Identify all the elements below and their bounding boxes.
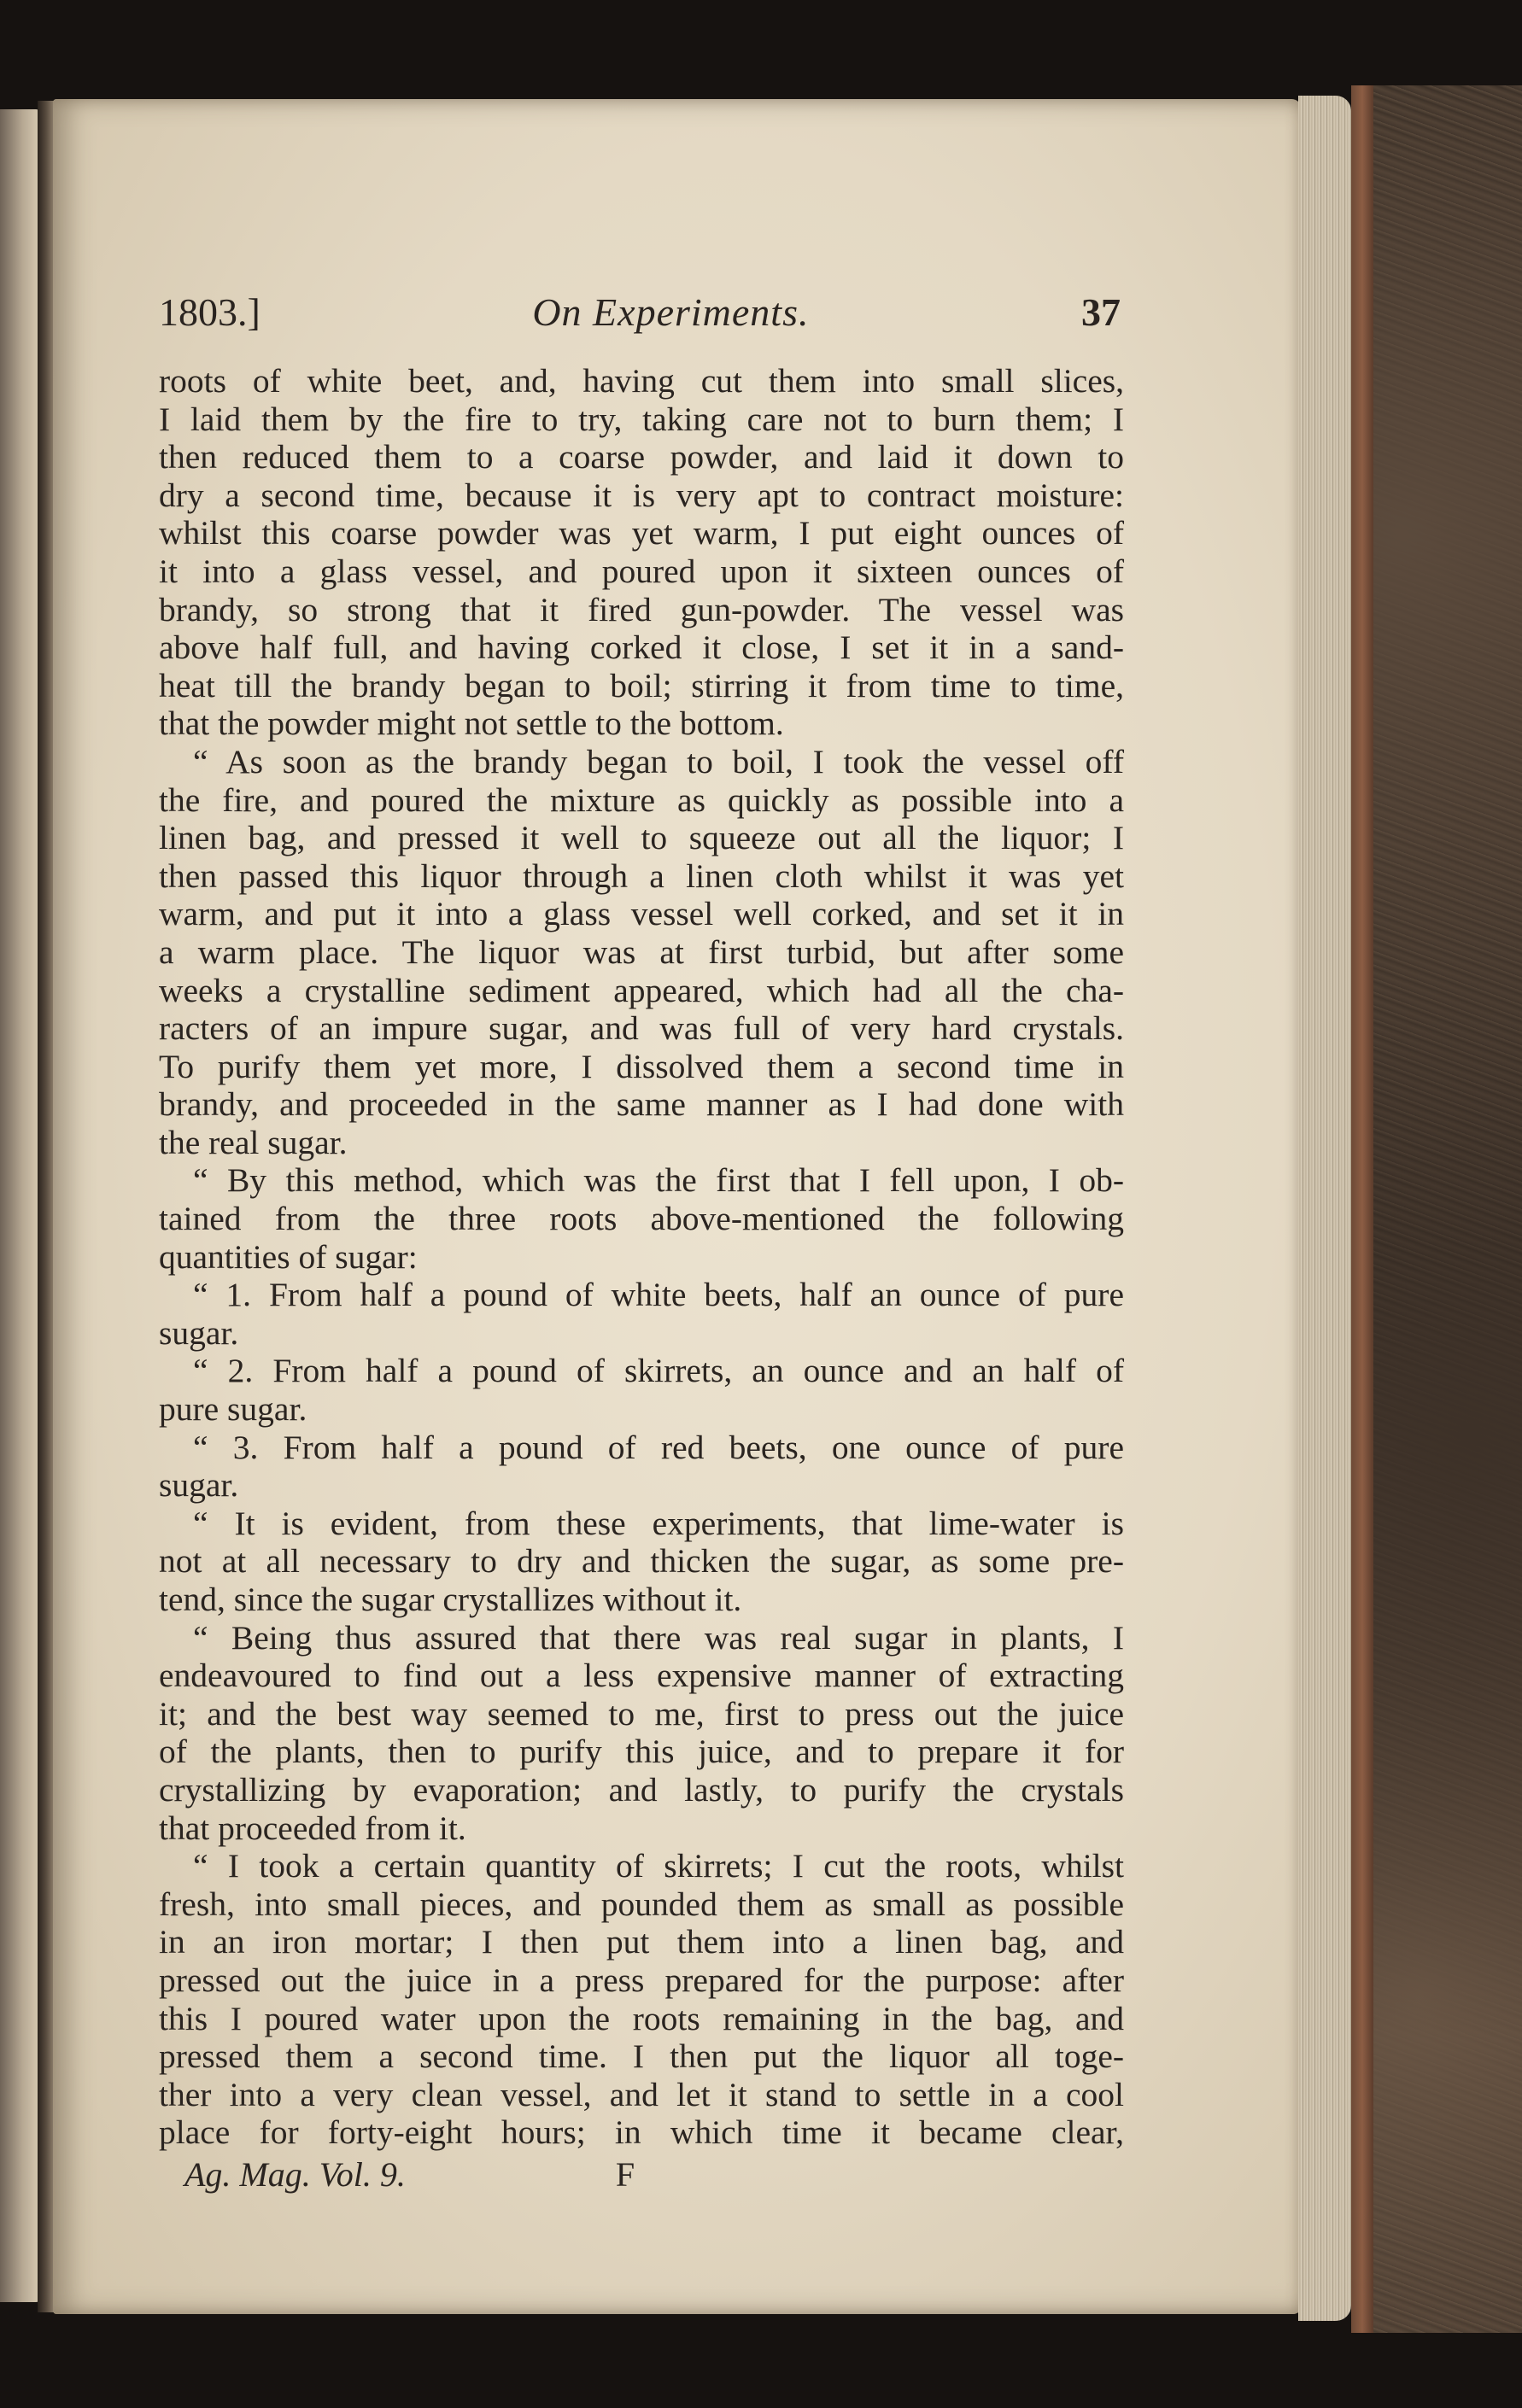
text-line: ther into a very clean vessel, and let it stand to settle in a cool (159, 2075, 1124, 2113)
text-line: the fire, and poured the mixture as quickly as possible into a (159, 780, 1124, 819)
signature-line: Ag. Mag. Vol. 9. (184, 2154, 406, 2194)
text-line: endeavoured to find out a less expensive manner of extracting (159, 1657, 1124, 1695)
text-line: the real sugar. (159, 1123, 348, 1161)
text-line: warm, and put it into a glass vessel well corked, and set it in (159, 895, 1124, 933)
text-line: then passed this liquor through a linen cloth whilst it was yet (159, 856, 1124, 895)
text-line: that the powder might not settle to the bottom. (159, 704, 784, 743)
text-line: heat till the brandy began to boil; stirring it from time to time, (159, 666, 1124, 704)
text-line: that proceeded from it. (159, 1809, 466, 1847)
text-line: of the plants, then to purify this juice, and to prepare it for (159, 1733, 1124, 1771)
running-title: On Experiments. (532, 290, 810, 334)
text-line: tend, since the sugar crystallizes without it. (159, 1581, 742, 1618)
text-line: “ 2. From half a pound of skirrets, an ounce and an half of (193, 1352, 1124, 1390)
text-line: To purify them yet more, I dissolved them a second time in (159, 1047, 1124, 1085)
body-text (159, 362, 1124, 2152)
text-line: place for forty-eight hours; in which time it became clear, (159, 2113, 1124, 2152)
text-line: a warm place. The liquor was at first turbid, but after some (159, 932, 1124, 971)
text-line: “ 3. From half a pound of red beets, one ounce of pure (193, 1428, 1124, 1466)
text-line: above half full, and having corked it close, I set it in a sand- (159, 628, 1124, 667)
text-line: sugar. (159, 1466, 239, 1505)
cover-spine-edge (1351, 85, 1373, 2333)
page-number: 37 (1080, 290, 1121, 334)
text-line: “ By this method, which was the first that I fell upon, I ob- (193, 1161, 1124, 1200)
text-line: brandy, and proceeded in the same manner as I had done with (159, 1085, 1124, 1124)
marbled-cover (1351, 85, 1522, 2333)
text-line: quantities of sugar: (159, 1237, 418, 1276)
text-line: roots of white beet, and, having cut them into small slices, (159, 362, 1124, 400)
text-line: “ Being thus assured that there was real sugar in plants, I (193, 1618, 1124, 1657)
text-line: in an iron mortar; I then put them into a linen bag, and (159, 1923, 1124, 1961)
text-line: it into a glass vessel, and poured upon it sixteen ounces of (159, 552, 1124, 590)
text-line: pure sugar. (159, 1390, 307, 1429)
text-line: dry a second time, because it is very apt to contract moisture: (159, 476, 1124, 514)
text-line: crystallizing by evaporation; and lastly, to purify the crystals (159, 1770, 1124, 1809)
text-line: whilst this coarse powder was yet warm, I put eight ounces of (159, 514, 1124, 552)
text-line: tained from the three roots above-mentioned the following (159, 1200, 1124, 1238)
text-line: fresh, into small pieces, and pounded them as small as possible (159, 1885, 1124, 1923)
text-line: “ It is evident, from these experiments, that lime-water is (193, 1504, 1124, 1542)
page-footer (159, 2155, 1124, 2195)
page-stack-edges (1298, 96, 1351, 2321)
text-line: brandy, so strong that it fired gun-powder. The vessel was (159, 590, 1124, 628)
page-text-block (159, 289, 1124, 2195)
text-line: “ 1. From half a pound of white beets, half an ounce of pure (193, 1276, 1124, 1314)
running-header (159, 289, 1124, 336)
text-line: “ As soon as the brandy began to boil, I took the vessel off (193, 742, 1124, 780)
text-line: not at all necessary to dry and thicken the sugar, as some pre- (159, 1542, 1124, 1581)
text-line: racters of an impure sugar, and was full of very hard crystals. (159, 1009, 1124, 1048)
text-line: “ I took a certain quantity of skirrets; I cut the roots, whilst (193, 1847, 1124, 1885)
text-line: pressed them a second time. I then put the liquor all toge- (159, 2037, 1124, 2076)
text-line: this I poured water upon the roots remaining in the bag, and (159, 1999, 1124, 2037)
text-line: I laid them by the fire to try, taking care not to burn them; I (159, 400, 1124, 438)
text-line: weeks a crystalline sediment appeared, which had all the cha- (159, 971, 1124, 1009)
text-line: it; and the best way seemed to me, first to press out the juice (159, 1694, 1124, 1733)
signature-mark: F (615, 2154, 635, 2194)
text-line: pressed out the juice in a press prepared for the purpose: after (159, 1961, 1124, 1999)
text-line: sugar. (159, 1313, 239, 1352)
text-line: linen bag, and pressed it well to squeeze out all the liquor; I (159, 819, 1124, 857)
text-line: then reduced them to a coarse powder, and laid it down to (159, 438, 1124, 476)
header-year: 1803.] (159, 290, 260, 334)
facing-page-edge (0, 109, 41, 2302)
